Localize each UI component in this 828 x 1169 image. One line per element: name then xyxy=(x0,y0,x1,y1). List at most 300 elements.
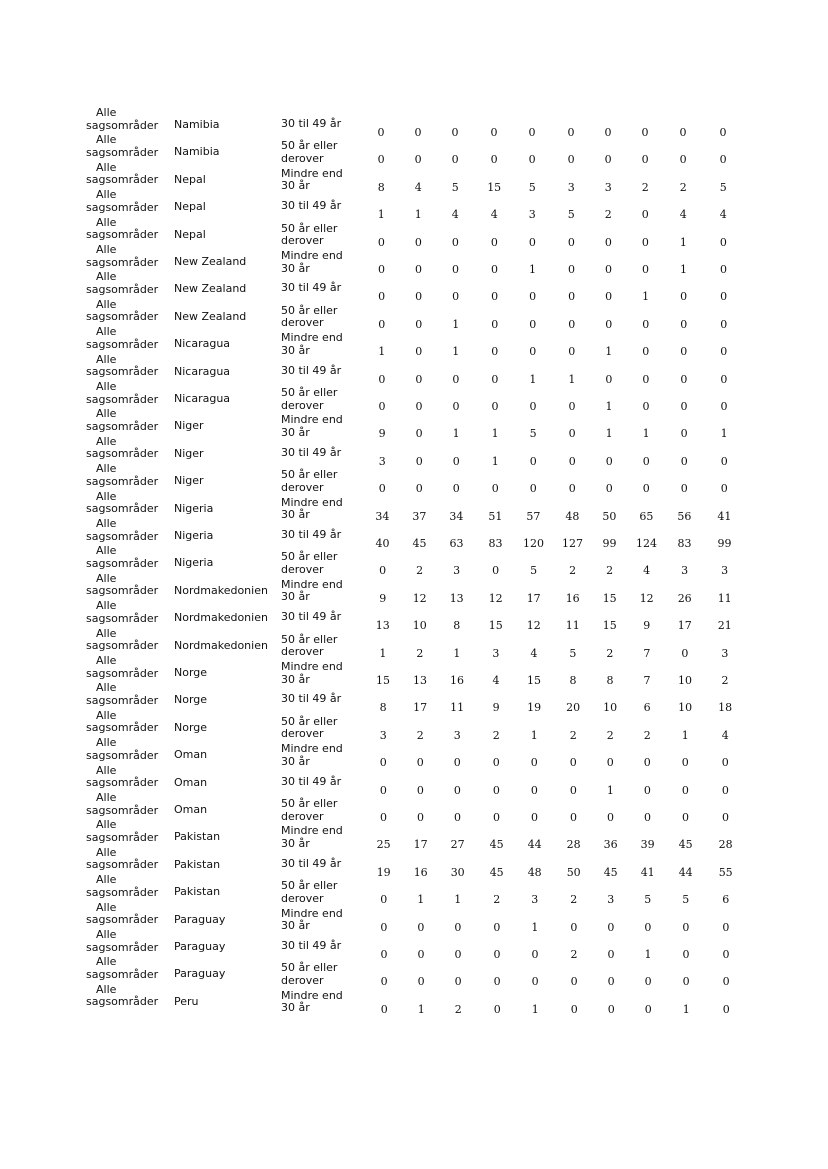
value-cell: 0 xyxy=(568,427,576,441)
age-group-text: 30 år xyxy=(281,754,310,768)
value-cell: 0 xyxy=(720,317,728,331)
value-cell: 1 xyxy=(529,372,537,386)
value-cell: 1 xyxy=(452,427,460,441)
value-cell: 1 xyxy=(452,345,460,359)
age-group-text: Mindre end xyxy=(281,577,343,591)
country-cell: Nicaragua xyxy=(174,392,231,405)
value-cell: 5 xyxy=(719,180,727,194)
value-cell: 0 xyxy=(417,920,425,934)
age-group-text: Mindre end xyxy=(281,495,343,509)
value-cell: 25 xyxy=(376,838,391,852)
value-cell: 0 xyxy=(569,783,577,797)
value-cell: 34 xyxy=(449,509,464,523)
value-cell: 0 xyxy=(568,263,575,276)
value-cell: 0 xyxy=(454,920,462,934)
value-cell: 0 xyxy=(644,920,652,934)
value-cell: 1 xyxy=(452,317,460,331)
value-cell: 5 xyxy=(528,180,536,194)
age-group-text: Mindre end xyxy=(281,413,343,427)
value-cell: 3 xyxy=(567,180,575,194)
value-cell: 0 xyxy=(680,427,688,441)
value-cell: 0 xyxy=(490,126,498,139)
age-group-text: derover xyxy=(281,809,324,823)
area-cell xyxy=(86,984,170,1009)
area-text: Alle xyxy=(96,106,117,119)
value-cell: 0 xyxy=(417,948,425,961)
area-cell xyxy=(86,792,170,817)
value-cell: 0 xyxy=(680,317,688,331)
country-cell: Paraguay xyxy=(174,967,226,981)
value-cell: 0 xyxy=(452,400,460,413)
area-cell xyxy=(86,408,170,433)
area-text: Alle xyxy=(96,845,117,859)
value-cell: 0 xyxy=(528,153,536,167)
value-cell: 0 xyxy=(492,564,500,578)
value-cell: 3 xyxy=(528,208,536,222)
area-text: Alle xyxy=(96,736,117,750)
value-cell: 0 xyxy=(606,756,614,770)
age-group-text: Mindre end xyxy=(281,742,343,756)
value-cell: 44 xyxy=(527,838,542,852)
area-text: sagsområder xyxy=(86,830,159,844)
value-cell: 0 xyxy=(493,920,501,934)
country-cell: Oman xyxy=(174,803,208,816)
age-group-cell xyxy=(281,858,361,871)
area-cell xyxy=(86,655,170,680)
age-group-text: 30 år xyxy=(281,508,310,522)
area-text: Alle xyxy=(96,380,117,393)
value-cell: 48 xyxy=(527,865,542,879)
value-cell: 0 xyxy=(642,372,650,386)
value-cell: 0 xyxy=(605,372,613,386)
value-cell: 99 xyxy=(602,537,617,550)
value-cell: 1 xyxy=(491,427,499,441)
value-cell: 0 xyxy=(529,317,537,331)
value-cell: 45 xyxy=(489,865,504,879)
age-group-text: 50 år eller xyxy=(281,961,338,975)
value-cell: 0 xyxy=(604,153,612,167)
value-cell: 0 xyxy=(531,811,538,824)
value-cell: 1 xyxy=(682,1002,690,1016)
age-group-text: 50 år eller xyxy=(281,714,338,728)
age-group-text: derover xyxy=(281,562,324,576)
value-cell: 3 xyxy=(681,564,689,578)
country-cell: Norge xyxy=(174,720,208,734)
value-cell: 1 xyxy=(568,372,576,386)
value-cell: 0 xyxy=(379,783,387,797)
value-cell: 13 xyxy=(375,619,390,633)
value-cell: 0 xyxy=(719,126,727,139)
area-cell xyxy=(86,682,170,707)
value-cell: 12 xyxy=(639,591,654,605)
value-cell: 0 xyxy=(380,975,388,989)
area-text: Alle xyxy=(96,544,117,558)
value-cell: 0 xyxy=(720,400,728,413)
country-cell: Niger xyxy=(174,446,204,460)
value-cell: 8 xyxy=(377,180,385,194)
value-cell: 0 xyxy=(528,126,536,139)
value-cell: 0 xyxy=(605,454,613,468)
value-cell: 0 xyxy=(680,372,688,386)
value-cell: 0 xyxy=(682,975,690,989)
area-text: sagsområder xyxy=(86,611,159,625)
value-cell: 63 xyxy=(449,537,464,550)
age-group-text: 30 år xyxy=(281,425,310,439)
country-cell: Pakistan xyxy=(174,857,221,871)
area-text: sagsområder xyxy=(86,967,159,981)
value-cell: 2 xyxy=(454,1002,462,1016)
value-cell: 0 xyxy=(642,317,650,331)
value-cell: 0 xyxy=(644,975,652,989)
value-cell: 5 xyxy=(569,646,577,660)
value-cell: 0 xyxy=(415,263,422,276)
age-group-text: Mindre end xyxy=(281,660,343,673)
value-cell: 3 xyxy=(531,893,539,907)
age-group-cell xyxy=(281,825,361,850)
value-cell: 0 xyxy=(453,756,461,770)
value-cell: 0 xyxy=(417,975,425,989)
value-cell: 13 xyxy=(449,591,464,605)
area-text: sagsområder xyxy=(86,885,159,899)
area-text: Alle xyxy=(96,489,117,503)
value-cell: 1 xyxy=(454,893,462,907)
value-cell: 2 xyxy=(643,728,651,742)
area-cell xyxy=(86,765,170,790)
value-cell: 2 xyxy=(606,564,614,578)
area-cell xyxy=(86,874,170,899)
value-cell: 0 xyxy=(451,153,459,167)
value-cell: 4 xyxy=(451,208,459,222)
value-cell: 2 xyxy=(721,674,729,687)
value-cell: 0 xyxy=(682,948,690,961)
value-cell: 0 xyxy=(415,482,423,496)
value-cell: 0 xyxy=(682,920,690,934)
value-cell: 0 xyxy=(414,126,422,139)
country-cell: Paraguay xyxy=(174,912,226,926)
value-cell: 0 xyxy=(605,482,613,496)
age-group-text: 30 år xyxy=(281,836,310,850)
value-cell: 0 xyxy=(452,454,460,468)
value-cell: 20 xyxy=(566,701,581,715)
value-cell: 8 xyxy=(453,619,461,633)
value-cell: 1 xyxy=(642,290,650,304)
age-group-text: 30 år xyxy=(281,672,310,686)
value-cell: 17 xyxy=(526,591,541,605)
age-group-text: derover xyxy=(281,973,324,987)
value-cell: 0 xyxy=(416,783,424,797)
age-group-cell xyxy=(281,908,361,933)
age-group-cell xyxy=(281,200,361,213)
value-cell: 13 xyxy=(413,674,427,687)
age-group-cell xyxy=(281,634,361,659)
value-cell: 2 xyxy=(604,208,612,222)
area-text: sagsområder xyxy=(86,310,159,324)
area-cell xyxy=(86,847,170,872)
age-group-cell xyxy=(281,611,361,624)
value-cell: 0 xyxy=(529,290,537,304)
value-cell: 15 xyxy=(487,180,502,194)
age-group-text: 30 til 49 år xyxy=(281,856,342,870)
age-group-text: 50 år eller xyxy=(281,303,338,317)
value-cell: 0 xyxy=(493,975,501,989)
value-cell: 2 xyxy=(416,564,424,578)
age-group-cell xyxy=(281,693,361,706)
value-cell: 0 xyxy=(490,235,498,249)
value-cell: 3 xyxy=(378,454,386,468)
value-cell: 0 xyxy=(720,482,728,496)
area-text: Alle xyxy=(96,818,117,832)
value-cell: 0 xyxy=(415,400,423,413)
value-cell: 0 xyxy=(491,372,499,386)
value-cell: 15 xyxy=(602,591,617,605)
value-cell: 0 xyxy=(453,783,461,797)
value-cell: 18 xyxy=(718,701,733,715)
value-cell: 0 xyxy=(378,400,386,413)
value-cell: 0 xyxy=(491,482,499,496)
value-cell: 4 xyxy=(721,728,729,742)
area-text: Alle xyxy=(96,763,117,777)
value-cell: 8 xyxy=(379,701,387,715)
value-cell: 4 xyxy=(679,208,687,222)
value-cell: 1 xyxy=(377,208,385,222)
value-cell: 0 xyxy=(454,975,462,989)
value-cell: 0 xyxy=(380,811,387,824)
value-cell: 0 xyxy=(681,646,689,660)
area-text: sagsområder xyxy=(86,693,159,707)
value-cell: 0 xyxy=(567,235,575,249)
age-group-text: 30 år xyxy=(281,261,310,275)
value-cell: 3 xyxy=(607,893,615,907)
value-cell: 40 xyxy=(375,537,390,550)
value-cell: 0 xyxy=(719,235,727,249)
age-group-cell xyxy=(281,661,361,686)
age-group-cell xyxy=(281,990,361,1015)
area-text: sagsområder xyxy=(86,556,159,570)
area-cell xyxy=(86,628,170,653)
value-cell: 0 xyxy=(380,948,388,961)
age-group-text: 30 til 49 år xyxy=(281,117,342,130)
area-text: Alle xyxy=(96,407,117,421)
value-cell: 0 xyxy=(493,948,501,961)
value-cell: 10 xyxy=(412,619,427,633)
age-group-text: 50 år eller xyxy=(281,139,338,153)
age-group-cell xyxy=(281,414,361,439)
value-cell: 17 xyxy=(413,838,428,852)
age-group-text: 30 år xyxy=(281,179,310,193)
value-cell: 0 xyxy=(607,948,615,961)
value-cell: 0 xyxy=(642,400,650,413)
value-cell: 0 xyxy=(641,126,649,139)
value-cell: 12 xyxy=(526,619,541,633)
age-group-cell xyxy=(281,529,361,542)
country-cell: Niger xyxy=(174,419,204,433)
value-cell: 0 xyxy=(643,756,651,770)
value-cell: 127 xyxy=(562,537,583,550)
value-cell: 57 xyxy=(526,509,541,523)
area-text: sagsområder xyxy=(86,282,159,296)
value-cell: 19 xyxy=(376,865,391,879)
value-cell: 1 xyxy=(680,263,687,276)
value-cell: 1 xyxy=(605,427,613,441)
value-cell: 12 xyxy=(412,591,427,605)
country-cell: Nicaragua xyxy=(174,364,231,378)
value-cell: 0 xyxy=(380,1002,388,1016)
area-text: Alle xyxy=(96,571,117,585)
age-group-cell xyxy=(281,305,361,330)
value-cell: 0 xyxy=(720,372,728,386)
value-cell: 1 xyxy=(720,427,728,441)
value-cell: 9 xyxy=(378,427,386,441)
value-cell: 1 xyxy=(417,1002,425,1016)
area-cell xyxy=(86,107,170,132)
value-cell: 0 xyxy=(570,811,577,824)
value-cell: 0 xyxy=(493,811,500,824)
value-cell: 0 xyxy=(529,400,537,413)
value-cell: 9 xyxy=(379,591,387,605)
country-cell: Nigeria xyxy=(174,501,214,515)
value-cell: 0 xyxy=(378,372,386,386)
area-text: Alle xyxy=(96,517,117,530)
area-text: Alle xyxy=(96,791,117,804)
age-group-cell xyxy=(281,223,361,248)
age-group-cell xyxy=(281,140,361,165)
table-row xyxy=(0,982,828,1018)
age-group-text: derover xyxy=(281,398,324,412)
value-cell: 0 xyxy=(722,1002,730,1016)
value-cell: 0 xyxy=(720,345,728,359)
area-cell xyxy=(86,929,170,954)
value-cell: 4 xyxy=(643,564,651,578)
value-cell: 1 xyxy=(605,400,613,413)
value-cell: 2 xyxy=(606,646,614,660)
value-cell: 83 xyxy=(488,537,503,550)
value-cell: 1 xyxy=(679,235,687,249)
value-cell: 0 xyxy=(680,345,688,359)
country-cell: Pakistan xyxy=(174,885,221,899)
value-cell: 0 xyxy=(454,948,462,961)
value-cell: 0 xyxy=(415,317,423,331)
age-group-text: Mindre end xyxy=(281,249,343,262)
value-cell: 0 xyxy=(377,126,385,139)
value-cell: 65 xyxy=(639,509,654,523)
value-cell: 5 xyxy=(567,208,575,222)
area-text: Alle xyxy=(96,955,117,969)
value-cell: 17 xyxy=(677,619,692,633)
value-cell: 1 xyxy=(642,427,650,441)
value-cell: 0 xyxy=(417,811,424,824)
value-cell: 10 xyxy=(603,701,618,715)
value-cell: 0 xyxy=(720,290,728,304)
age-group-text: 50 år eller xyxy=(281,550,338,564)
value-cell: 0 xyxy=(415,427,423,441)
value-cell: 0 xyxy=(380,893,388,907)
value-cell: 30 xyxy=(450,865,465,879)
value-cell: 11 xyxy=(450,701,465,715)
value-cell: 8 xyxy=(569,674,577,687)
area-text: sagsområder xyxy=(86,200,159,214)
country-cell: Namibia xyxy=(174,145,220,159)
value-cell: 12 xyxy=(488,591,503,605)
value-cell: 0 xyxy=(720,263,727,276)
value-cell: 1 xyxy=(379,646,387,660)
country-cell: Paraguay xyxy=(174,940,226,953)
value-cell: 0 xyxy=(680,290,688,304)
value-cell: 0 xyxy=(607,811,614,824)
value-cell: 10 xyxy=(678,674,692,687)
area-cell xyxy=(86,271,170,296)
age-group-cell xyxy=(281,387,361,412)
value-cell: 17 xyxy=(413,701,428,715)
value-cell: 50 xyxy=(602,509,617,523)
value-cell: 15 xyxy=(488,619,503,633)
area-text: sagsområder xyxy=(86,639,159,653)
value-cell: 0 xyxy=(680,482,688,496)
area-text: sagsområder xyxy=(86,474,159,488)
value-cell: 0 xyxy=(451,235,459,249)
area-text: sagsområder xyxy=(86,447,159,461)
value-cell: 39 xyxy=(640,838,655,852)
value-cell: 1 xyxy=(681,728,689,742)
value-cell: 0 xyxy=(605,263,612,276)
value-cell: 2 xyxy=(570,948,578,961)
value-cell: 0 xyxy=(531,948,539,961)
area-cell xyxy=(86,737,170,762)
value-cell: 11 xyxy=(717,591,732,605)
value-cell: 0 xyxy=(641,153,649,167)
value-cell: 0 xyxy=(377,235,385,249)
age-group-text: 50 år eller xyxy=(281,221,338,235)
value-cell: 0 xyxy=(378,482,386,496)
area-text: Alle xyxy=(96,599,117,613)
value-cell: 0 xyxy=(416,756,424,770)
value-cell: 0 xyxy=(642,263,649,276)
area-text: sagsområder xyxy=(86,748,159,762)
area-text: sagsområder xyxy=(86,721,159,735)
value-cell: 55 xyxy=(718,865,733,879)
area-text: Alle xyxy=(96,708,117,722)
area-text: sagsområder xyxy=(86,776,159,790)
value-cell: 1 xyxy=(531,920,539,934)
country-cell: Nepal xyxy=(174,200,206,214)
value-cell: 1 xyxy=(531,1002,539,1016)
value-cell: 0 xyxy=(679,153,687,167)
age-group-cell xyxy=(281,743,361,768)
value-cell: 2 xyxy=(641,180,649,194)
value-cell: 0 xyxy=(452,372,460,386)
value-cell: 0 xyxy=(681,783,689,797)
value-cell: 0 xyxy=(377,153,385,167)
country-cell: New Zealand xyxy=(174,309,247,323)
value-cell: 4 xyxy=(490,208,498,222)
value-cell: 48 xyxy=(565,509,580,523)
age-group-text: 30 til 49 år xyxy=(281,692,342,706)
value-cell: 0 xyxy=(567,126,575,139)
value-cell: 0 xyxy=(415,290,423,304)
value-cell: 1 xyxy=(414,208,422,222)
area-cell xyxy=(86,491,170,516)
area-text: sagsområder xyxy=(86,940,159,954)
value-cell: 0 xyxy=(379,756,387,770)
value-cell: 0 xyxy=(722,975,730,989)
value-cell: 0 xyxy=(380,920,388,934)
area-cell xyxy=(86,162,170,187)
value-cell: 27 xyxy=(450,838,465,852)
value-cell: 41 xyxy=(717,509,732,523)
value-cell: 0 xyxy=(604,235,612,249)
age-group-cell xyxy=(281,332,361,357)
value-cell: 41 xyxy=(640,865,655,879)
value-cell: 0 xyxy=(530,756,538,770)
